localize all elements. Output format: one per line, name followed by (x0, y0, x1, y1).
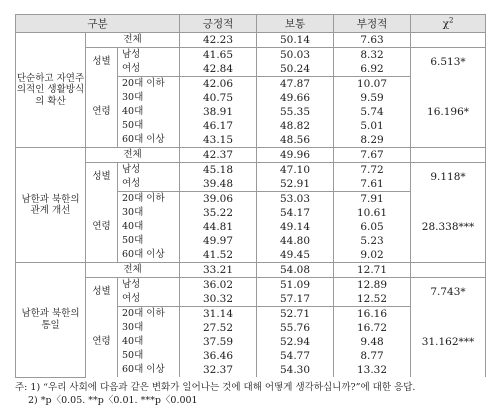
value-pos: 42.37 (180, 148, 257, 163)
document (15, 14, 485, 407)
footnotes (15, 381, 485, 407)
gender-chi-square: 6.513* (411, 48, 486, 77)
gender-label: 성별 (86, 48, 118, 77)
value-neg: 9.02 (334, 248, 411, 263)
category-label: 60대 이상 (118, 248, 180, 263)
value-neu: 49.14 (257, 220, 334, 234)
value-neu: 54.17 (257, 206, 334, 220)
value-neg: 7.91 (334, 192, 411, 207)
table-row (16, 278, 486, 293)
chi-empty (411, 148, 486, 163)
chi-empty (411, 263, 486, 278)
category-label: 50대 (118, 119, 180, 133)
age-chi-square: 16.196* (411, 77, 486, 148)
value-neu: 52.91 (257, 177, 334, 192)
value-pos: 40.75 (180, 91, 257, 105)
value-neg: 12.71 (334, 263, 411, 278)
value-pos: 45.18 (180, 163, 257, 178)
value-pos: 41.52 (180, 248, 257, 263)
value-neg: 16.72 (334, 321, 411, 335)
gender-chi-square: 7.743* (411, 278, 486, 307)
value-neg: 5.74 (334, 105, 411, 119)
section-title: 단순하고 자연주의적인 생활방식의 확산 (16, 33, 86, 148)
value-neu: 52.94 (257, 335, 334, 349)
value-neu: 52.71 (257, 307, 334, 322)
value-pos: 27.52 (180, 321, 257, 335)
survey-table (15, 14, 486, 378)
value-pos: 35.22 (180, 206, 257, 220)
value-pos: 37.59 (180, 335, 257, 349)
value-neu: 50.03 (257, 48, 334, 63)
category-label: 여성 (118, 62, 180, 77)
table-row (16, 163, 486, 178)
value-pos: 43.15 (180, 133, 257, 148)
value-neg: 8.77 (334, 349, 411, 363)
table-body (16, 33, 486, 378)
value-neg: 8.32 (334, 48, 411, 63)
category-label: 50대 (118, 349, 180, 363)
value-neu: 48.82 (257, 119, 334, 133)
value-neg: 10.61 (334, 206, 411, 220)
gender-label: 성별 (86, 278, 118, 307)
value-neg: 7.72 (334, 163, 411, 178)
value-pos: 42.06 (180, 77, 257, 92)
value-neg: 7.63 (334, 33, 411, 48)
value-neg: 12.89 (334, 278, 411, 293)
gender-chi-square: 9.118* (411, 163, 486, 192)
value-neg: 8.29 (334, 133, 411, 148)
category-label: 30대 (118, 206, 180, 220)
value-neg: 12.52 (334, 292, 411, 307)
value-pos: 30.32 (180, 292, 257, 307)
value-neu: 48.56 (257, 133, 334, 148)
value-neu: 57.17 (257, 292, 334, 307)
value-pos: 39.48 (180, 177, 257, 192)
category-label: 40대 (118, 105, 180, 119)
header-chi-square: $\chi^2$ (411, 15, 486, 33)
footnote-2: 2) *p〈0.05. **p〈0.01. ***p〈0.001 (28, 394, 198, 406)
value-neu: 44.80 (257, 234, 334, 248)
value-neg: 9.48 (334, 335, 411, 349)
value-neg: 7.61 (334, 177, 411, 192)
category-label: 남성 (118, 278, 180, 293)
category-label: 40대 (118, 335, 180, 349)
value-pos: 44.81 (180, 220, 257, 234)
table-header (16, 15, 486, 33)
value-neu: 49.66 (257, 91, 334, 105)
value-neu: 54.08 (257, 263, 334, 278)
value-pos: 36.46 (180, 349, 257, 363)
category-label: 남성 (118, 48, 180, 63)
section-title: 남한과 북한의 관계 개선 (16, 148, 86, 263)
value-neg: 13.32 (334, 363, 411, 377)
value-pos: 31.14 (180, 307, 257, 322)
value-neu: 50.14 (257, 33, 334, 48)
age-label: 연령 (86, 307, 118, 378)
value-pos: 49.97 (180, 234, 257, 248)
value-pos: 39.06 (180, 192, 257, 207)
value-neu: 55.76 (257, 321, 334, 335)
value-neu: 49.45 (257, 248, 334, 263)
value-pos: 46.17 (180, 119, 257, 133)
value-neg: 6.05 (334, 220, 411, 234)
age-label: 연령 (86, 77, 118, 148)
header-negative: 부정적 (334, 15, 411, 33)
table-row (16, 192, 486, 207)
value-neg: 6.92 (334, 62, 411, 77)
category-label: 20대 이하 (118, 77, 180, 92)
value-neu: 51.09 (257, 278, 334, 293)
value-neu: 47.87 (257, 77, 334, 92)
value-neg: 10.07 (334, 77, 411, 92)
value-pos: 42.23 (180, 33, 257, 48)
value-neg: 5.23 (334, 234, 411, 248)
category-label: 20대 이하 (118, 192, 180, 207)
category-label: 여성 (118, 292, 180, 307)
age-label: 연령 (86, 192, 118, 263)
gender-label: 성별 (86, 163, 118, 192)
category-label: 60대 이상 (118, 133, 180, 148)
chi-empty (411, 33, 486, 48)
value-neg: 16.16 (334, 307, 411, 322)
category-label: 30대 (118, 321, 180, 335)
category-label: 여성 (118, 177, 180, 192)
table-row (16, 148, 486, 163)
table-row (16, 77, 486, 92)
category-label: 20대 이하 (118, 307, 180, 322)
value-neu: 53.03 (257, 192, 334, 207)
category-label: 40대 (118, 220, 180, 234)
value-pos: 38.91 (180, 105, 257, 119)
footnote-1: 주: 1) “우리 사회에 다음과 같은 변화가 일어나는 것에 대해 어떻게 생각하십니까?”에 대한 응답. (15, 381, 416, 393)
header-positive: 긍정적 (180, 15, 257, 33)
age-chi-square: 28.338*** (411, 192, 486, 263)
value-neu: 54.30 (257, 363, 334, 377)
value-neu: 49.96 (257, 148, 334, 163)
category-label: 60대 이상 (118, 363, 180, 377)
table-row (16, 263, 486, 278)
value-neg: 5.01 (334, 119, 411, 133)
table-row (16, 307, 486, 322)
category-label: 50대 (118, 234, 180, 248)
total-label: 전체 (86, 263, 180, 278)
value-neg: 9.59 (334, 91, 411, 105)
total-label: 전체 (86, 33, 180, 48)
value-neu: 50.24 (257, 62, 334, 77)
value-neu: 54.77 (257, 349, 334, 363)
header-neutral: 보통 (257, 15, 334, 33)
value-neg: 7.67 (334, 148, 411, 163)
age-chi-square: 31.162*** (411, 307, 486, 378)
value-pos: 32.37 (180, 363, 257, 377)
value-pos: 42.84 (180, 62, 257, 77)
value-pos: 33.21 (180, 263, 257, 278)
total-label: 전체 (86, 148, 180, 163)
category-label: 30대 (118, 91, 180, 105)
table-row (16, 48, 486, 63)
section-title: 남한과 북한의 통일 (16, 263, 86, 378)
value-pos: 41.65 (180, 48, 257, 63)
header-group: 구분 (16, 15, 180, 33)
value-neu: 55.35 (257, 105, 334, 119)
value-pos: 36.02 (180, 278, 257, 293)
value-neu: 47.10 (257, 163, 334, 178)
category-label: 남성 (118, 163, 180, 178)
table-row (16, 33, 486, 48)
